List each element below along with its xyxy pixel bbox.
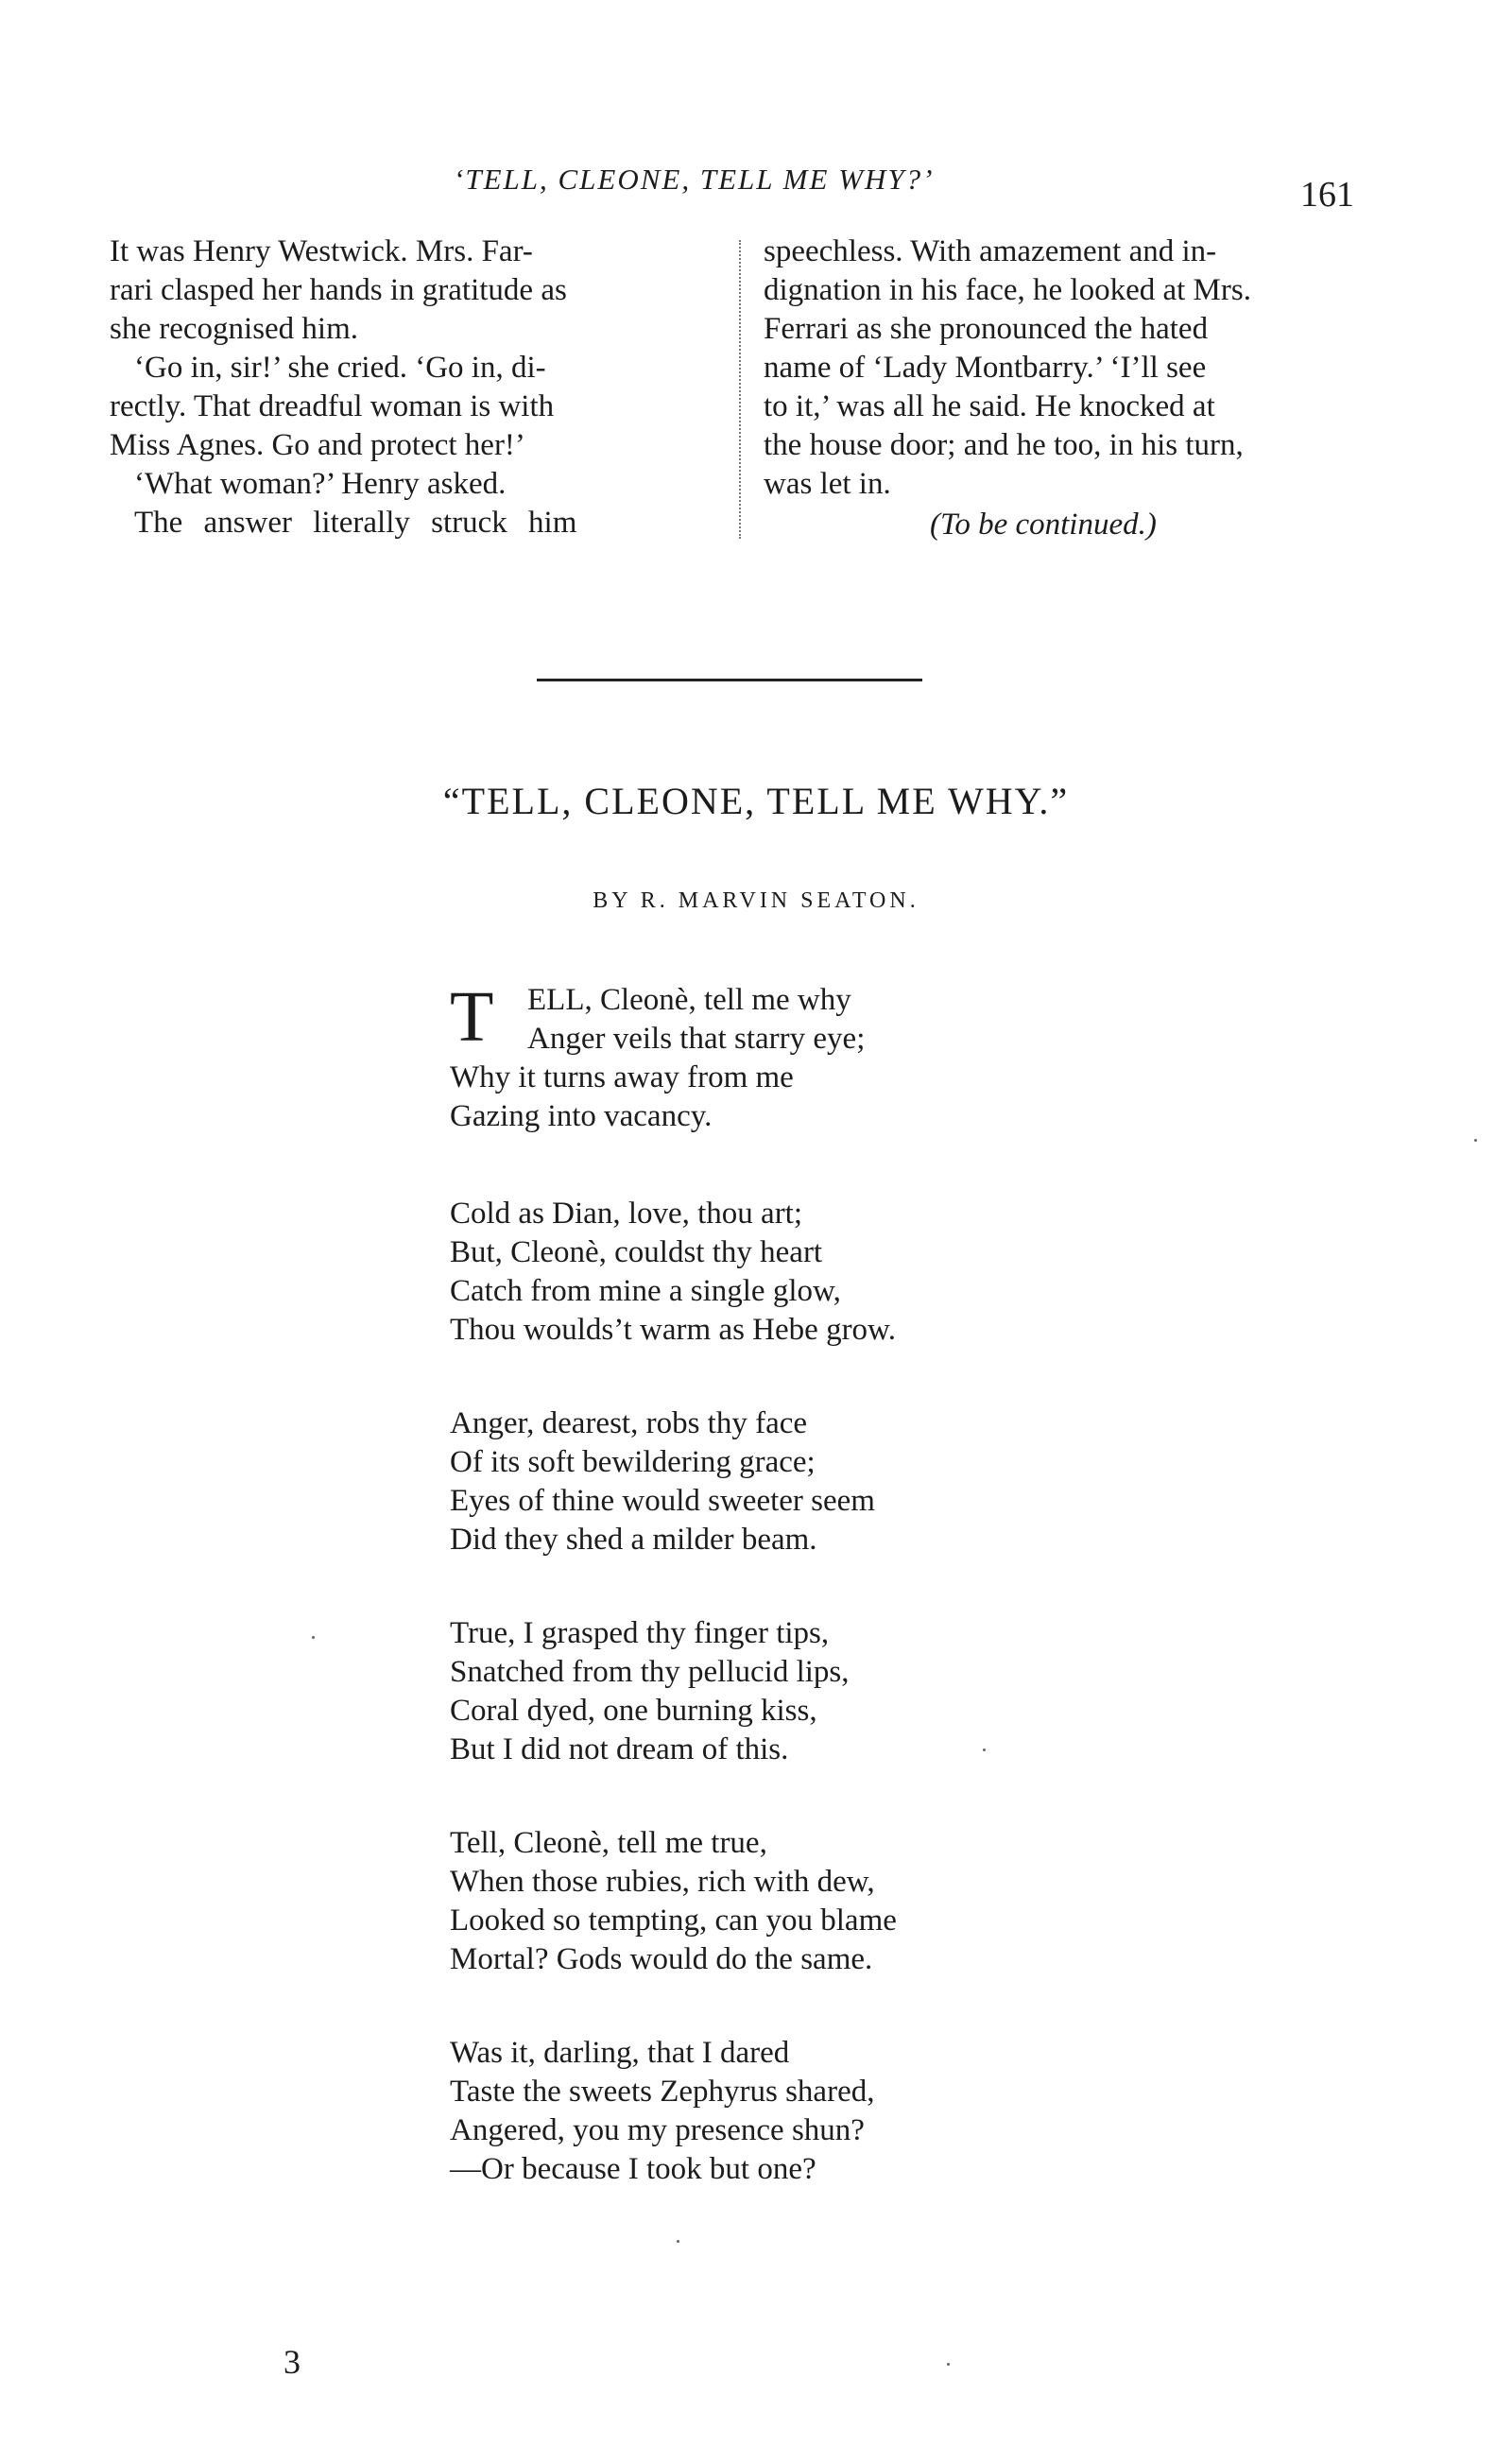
- poem-stanza: [450, 1824, 897, 1979]
- poem-line: Coral dyed, one burning kiss,: [450, 1694, 817, 1728]
- poem-stanza: [450, 1614, 850, 1769]
- poem-line: Tell, Cleonè, tell me true,: [450, 1826, 767, 1860]
- poem-line: But I did not dream of this.: [450, 1732, 789, 1766]
- poem-line: ELL, Cleonè, tell me why: [527, 983, 851, 1017]
- prose-line: was let in.: [764, 467, 891, 501]
- prose-line: Miss Agnes. Go and protect her!’: [110, 428, 525, 462]
- prose-line: speechless. With amazement and in-: [764, 234, 1217, 268]
- scan-speck: [312, 1636, 315, 1639]
- prose-line: It was Henry Westwick. Mrs. Far-: [110, 234, 533, 268]
- prose-line: name of ‘Lady Montbarry.’ ‘I’ll see: [764, 351, 1207, 385]
- poem-line: But, Cleonè, couldst thy heart: [450, 1235, 823, 1269]
- prose-right-column: [764, 233, 1368, 544]
- prose-left-column: [110, 233, 714, 543]
- poem-stanza: [450, 1404, 875, 1559]
- poem-title: “TELL, CLEONE, TELL ME WHY.”: [442, 780, 1070, 822]
- scan-speck: [983, 1748, 986, 1751]
- poem-stanza: [450, 2034, 874, 2189]
- poem-line: Why it turns away from me: [450, 1060, 794, 1094]
- poem-line: True, I grasped thy finger tips,: [450, 1616, 830, 1650]
- signature-mark: 3: [284, 2343, 301, 2381]
- prose-line: she recognised him.: [110, 312, 359, 346]
- poem-line: Taste the sweets Zephyrus shared,: [450, 2075, 875, 2109]
- scan-speck: [1474, 1139, 1477, 1142]
- prose-line: rectly. That dreadful woman is with: [110, 389, 555, 423]
- poem-line: Snatched from thy pellucid lips,: [450, 1655, 850, 1689]
- poem-line: When those rubies, rich with dew,: [450, 1865, 875, 1899]
- poem-stanza: [450, 1195, 896, 1350]
- prose-line: rari clasped her hands in gratitude as: [110, 273, 567, 307]
- column-divider: [739, 240, 741, 539]
- drop-cap: T: [450, 977, 494, 1057]
- prose-line: the house door; and he too, in his turn,: [764, 428, 1244, 462]
- poem-line: Did they shed a milder beam.: [450, 1523, 817, 1557]
- scan-speck: [677, 2240, 679, 2243]
- prose-line: dignation in his face, he looked at Mrs.: [764, 273, 1251, 307]
- poem-stanza: [450, 977, 866, 1136]
- prose-line: Ferrari as she pronounced the hated: [764, 312, 1209, 346]
- poem-line: Catch from mine a single glow,: [450, 1274, 841, 1308]
- poem-line: Looked so tempting, can you blame: [450, 1903, 897, 1938]
- poem-line: Gazing into vacancy.: [450, 1099, 713, 1133]
- poem-line: Was it, darling, that I dared: [450, 2036, 790, 2070]
- prose-line: ‘Go in, sir!’ she cried. ‘Go in, di-: [134, 351, 546, 385]
- poem-line: Cold as Dian, love, thou art;: [450, 1197, 803, 1231]
- prose-line: The answer literally struck him: [134, 506, 577, 540]
- poem-line: Mortal? Gods would do the same.: [450, 1942, 873, 1976]
- scan-speck: [947, 2363, 950, 2366]
- poem-line: Of its soft bewildering grace;: [450, 1445, 816, 1479]
- running-title: ‘TELL, CLEONE, TELL ME WHY?’: [454, 163, 935, 196]
- poem-byline: BY R. MARVIN SEATON.: [593, 888, 919, 913]
- prose-line: to it,’ was all he said. He knocked at: [764, 389, 1215, 423]
- poem-line: Eyes of thine would sweeter seem: [450, 1484, 875, 1518]
- poem-line: Thou woulds’t warm as Hebe grow.: [450, 1313, 896, 1347]
- poem-line: Anger, dearest, robs thy face: [450, 1406, 808, 1440]
- poem-line: —Or because I took but one?: [450, 2152, 816, 2186]
- section-divider: [537, 679, 922, 681]
- poem-line: Angered, you my presence shun?: [450, 2113, 865, 2147]
- page-number: 161: [1300, 175, 1354, 215]
- continued-note: (To be continued.): [930, 508, 1157, 542]
- poem-line: Anger veils that starry eye;: [527, 1022, 866, 1056]
- prose-line: ‘What woman?’ Henry asked.: [134, 467, 507, 501]
